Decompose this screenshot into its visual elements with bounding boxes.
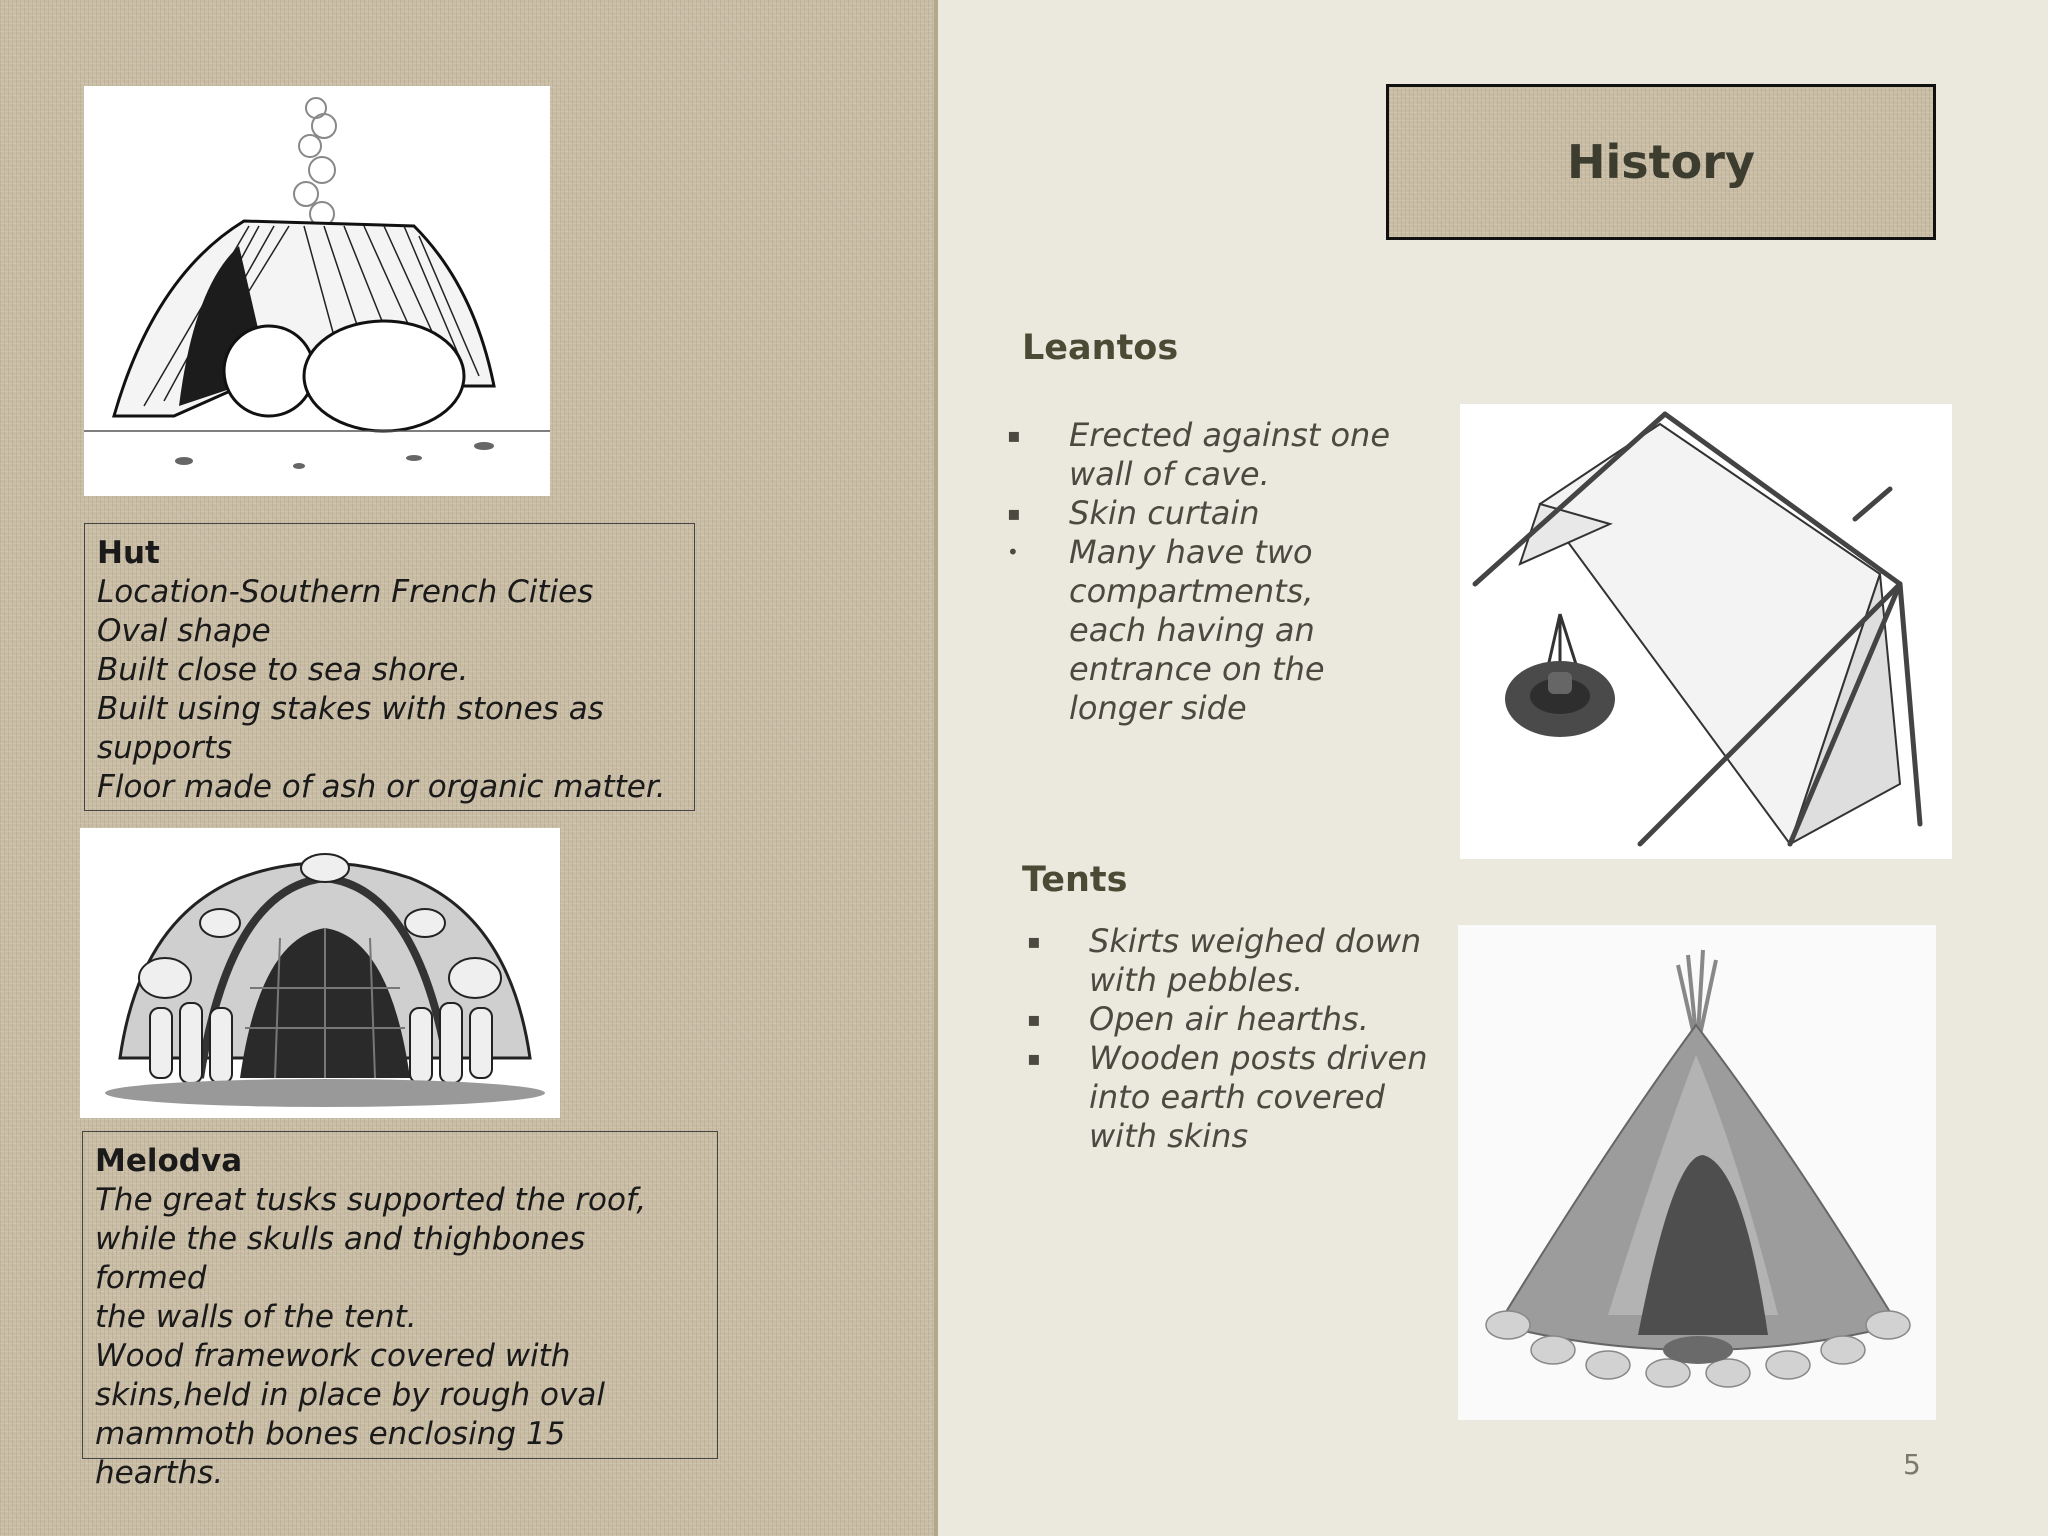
hut-title: Hut [97,535,160,571]
bullet-icon: ▪ [1027,1007,1041,1031]
hut-line: Floor made of ash or organic matter. [97,769,666,805]
hut-line: Built close to sea shore. [97,652,469,688]
leanto-illustration [1460,404,1952,859]
bullet-icon: • [1007,540,1019,564]
bullet-icon: ▪ [1027,1046,1041,1070]
melodva-line: mammoth bones enclosing 15 [95,1416,566,1452]
slide-title: History [1567,135,1755,189]
melodva-title: Melodva [95,1143,243,1179]
melodva-caption-box [82,1131,718,1491]
leantos-heading: Leantos [1022,328,1179,368]
list-item: ▪ Open air hearths. [1027,1000,1369,1038]
hut-line: Built using stakes with stones as [97,691,604,727]
bullet-icon: ▪ [1027,929,1041,953]
melodva-line: skins,held in place by rough oval [95,1377,605,1413]
melodva-line: the walls of the tent. [95,1299,417,1335]
page-number: 5 [1903,1448,1921,1481]
melodva-line: while the skulls and thighbones formed [95,1221,586,1296]
tents-heading: Tents [1022,860,1128,900]
list-item: • Many have two compartments, each having an entrance on the longer side [1007,533,1325,727]
tent-illustration [1458,925,1936,1420]
bullet-icon: ▪ [1007,423,1021,447]
list-item: ▪ Wooden posts driven into earth covered with skins [1027,1039,1428,1155]
melodva-line: hearths. [95,1455,224,1491]
hut-illustration [84,86,550,496]
list-item: ▪ Erected against one wall of cave. [1007,416,1391,493]
left-panel [0,0,938,1536]
hut-line: Oval shape [97,613,271,649]
mammoth-bone-dwelling-illustration [80,828,560,1118]
hut-line: Location-Southern French Cities [97,574,594,610]
hut-caption-box [84,523,695,811]
leantos-bullet-list [1007,416,1427,728]
tents-bullet-list [1027,922,1447,1156]
list-item: ▪ Skirts weighed down with pebbles. [1027,922,1422,999]
melodva-line: Wood framework covered with [95,1338,571,1374]
title-box [1386,84,1936,240]
hut-line: supports [97,730,233,766]
bullet-icon: ▪ [1007,501,1021,525]
melodva-line: The great tusks supported the roof, [95,1182,647,1218]
list-item: ▪ Skin curtain [1007,494,1260,532]
